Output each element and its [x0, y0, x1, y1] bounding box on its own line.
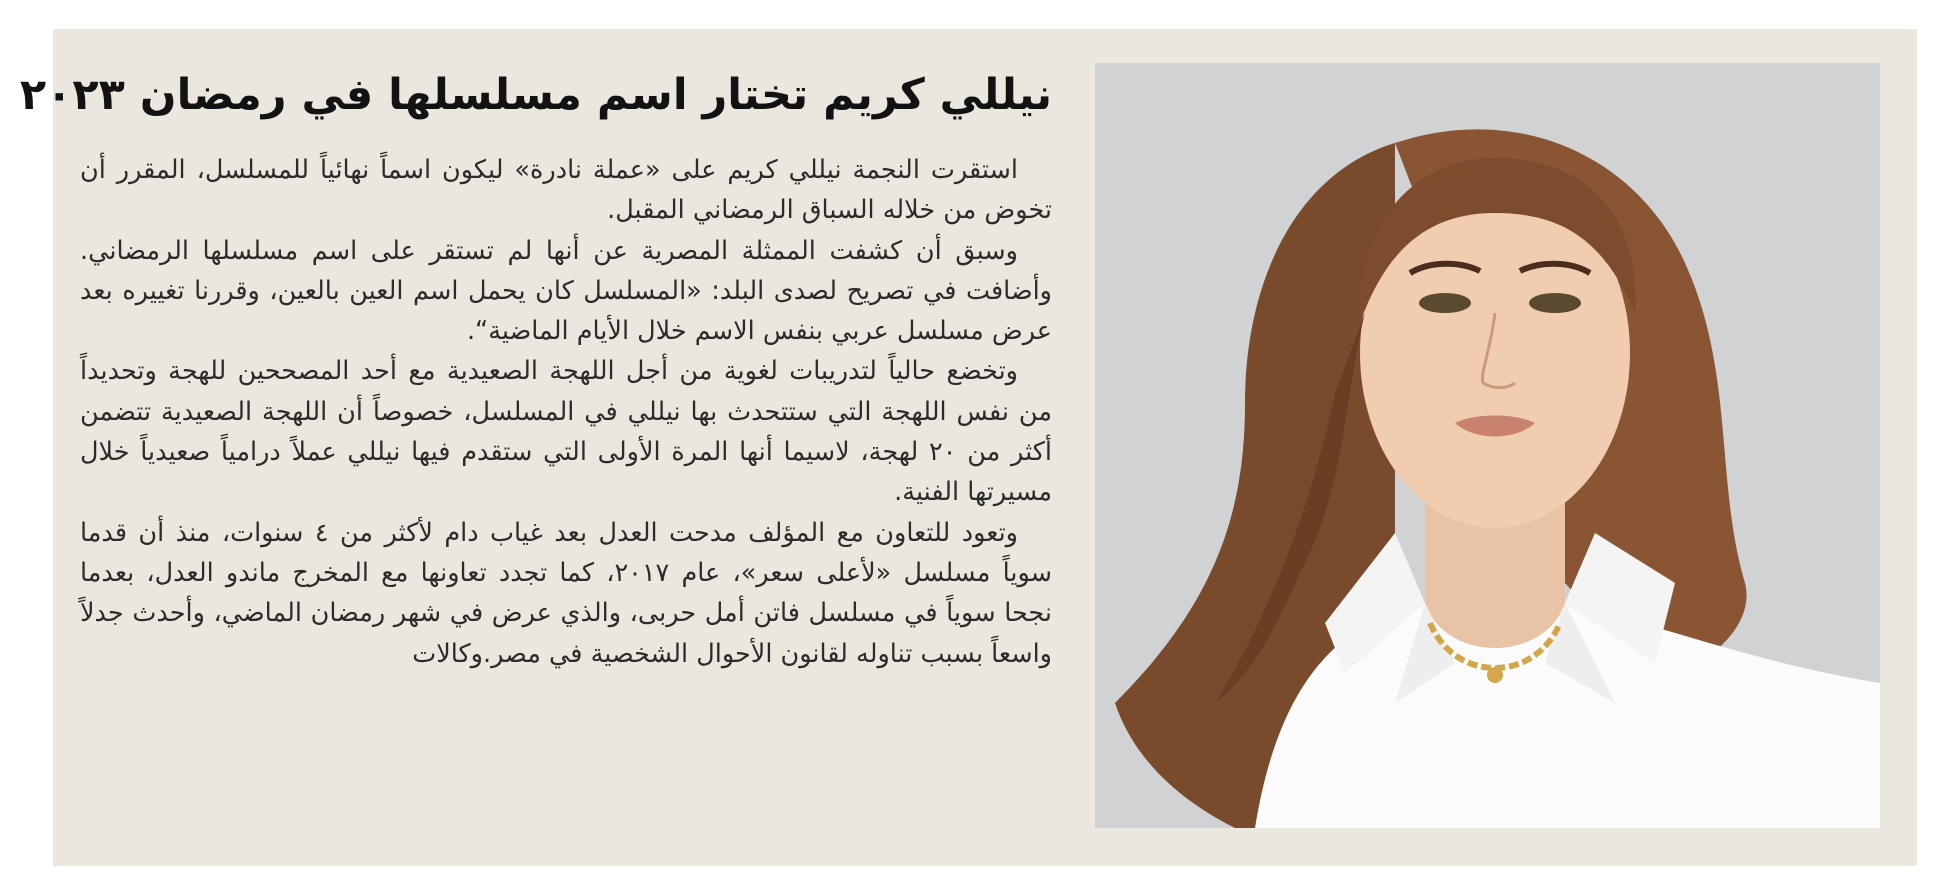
article-paragraph: وتعود للتعاون مع المؤلف مدحت العدل بعد غياب دام لأكثر من ٤ سنوات، منذ أن قدما سوياً مسلسل «لأعلى سعر»، عام ٢٠١٧، كما تجدد تعاونها مع المخرج ماندو العدل، بعدما نجحا سوياً في مسلسل فاتن أمل حربى، والذي عرض في شهر رمضان الماضي، وأحدث جدلاً واسعاً بسبب تناوله لقانون الأحوال الشخصية في مصر.وكالات	[80, 517, 1052, 669]
article	[19, 60, 1052, 850]
article-paragraph: وتخضع حالياً لتدريبات لغوية من أجل اللهجة الصعيدية مع أحد المصححين للهجة وتحديداً من نفس اللهجة التي ستتحدث بها نيللي في المسلسل، خصوصاً أن اللهجة الصعيدية تتضمن أكثر من ٢٠ لهجة، لاسيما أنها المرة الأولى التي ستقدم فيها نيللي عملاً درامياً صعيدياً خلال مسيرتها الفنية.	[80, 356, 1052, 508]
portrait-photo	[1095, 63, 1880, 828]
article-headline: نيللي كريم تختار اسم مسلسلها في رمضان ٢٠٢٣	[19, 70, 1052, 120]
article-body	[80, 150, 1052, 674]
article-paragraph: وسبق أن كشفت الممثلة المصرية عن أنها لم تستقر على اسم مسلسلها الرمضاني. وأضافت في تصريح لصدى البلد: «المسلسل كان يحمل اسم العين بالعين، وقررنا تغييره بعد عرض مسلسل عربي بنفس الاسم خلال الأيام الماضية“.	[80, 235, 1052, 347]
portrait-illustration	[1095, 63, 1880, 828]
article-paragraph: استقرت النجمة نيللي كريم على «عملة نادرة» ليكون اسماً نهائياً للمسلسل، المقرر أن تخوض من خلاله السباق الرمضاني المقبل.	[80, 155, 1052, 226]
